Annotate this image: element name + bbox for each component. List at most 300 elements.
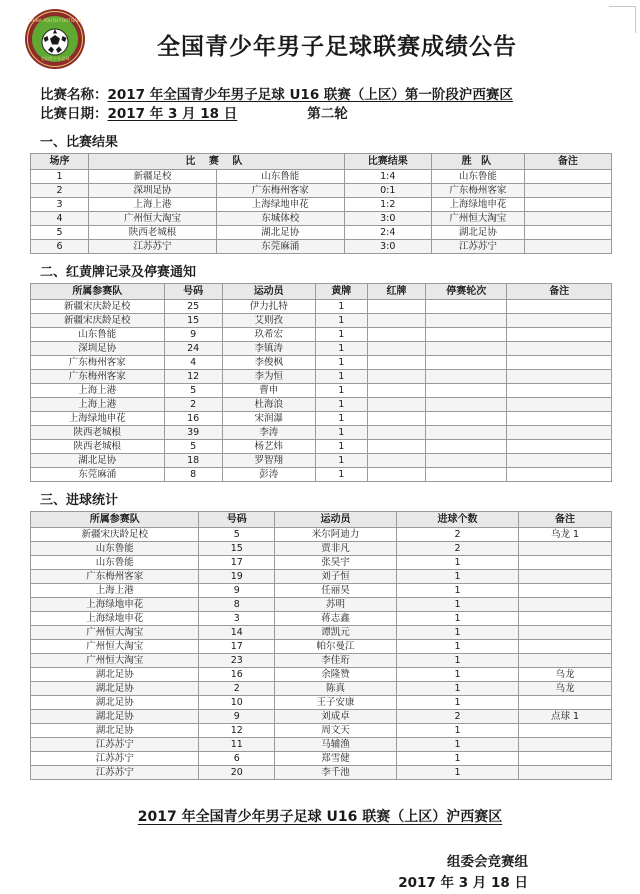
cell-red-card <box>367 454 425 468</box>
table-row <box>31 528 612 542</box>
cell-player: 李涛 <box>222 426 315 440</box>
cell-player: 宋润瀑 <box>222 412 315 426</box>
cell-team: 陕西老城根 <box>31 426 165 440</box>
cell-suspension-rounds <box>426 440 507 454</box>
cell-team: 上海绿地申花 <box>31 612 199 626</box>
goals-table-body <box>31 528 612 780</box>
table-row <box>31 710 612 724</box>
cell-note <box>519 626 612 640</box>
col-score: 比赛结果 <box>344 154 431 170</box>
cell-winner: 湖北足协 <box>431 226 524 240</box>
col-note: 备注 <box>519 512 612 528</box>
cell-player: 罗智翔 <box>222 454 315 468</box>
cell-player: 郑雪健 <box>275 752 397 766</box>
cell-suspension-rounds <box>426 468 507 482</box>
cell-note <box>507 314 612 328</box>
cell-player: 彭涛 <box>222 468 315 482</box>
cell-away-team: 广东梅州客家 <box>216 184 344 198</box>
cell-player: 刘成卓 <box>275 710 397 724</box>
col-player: 运动员 <box>275 512 397 528</box>
cell-player: 王子安康 <box>275 696 397 710</box>
table-row <box>31 542 612 556</box>
cell-yellow-card: 1 <box>315 426 367 440</box>
col-match-no: 场序 <box>31 154 89 170</box>
cell-note <box>519 738 612 752</box>
cards-table-wrapper <box>0 283 640 482</box>
cell-player: 艾则孜 <box>222 314 315 328</box>
cell-score: 1:4 <box>344 170 431 184</box>
cell-number: 18 <box>164 454 222 468</box>
cell-red-card <box>367 342 425 356</box>
cell-team: 广州恒大淘宝 <box>31 640 199 654</box>
meta-block <box>0 78 640 124</box>
footer-event-title-text: 2017 年全国青少年男子足球 U16 联赛（上区）沪西赛区 <box>137 809 503 825</box>
cell-number: 9 <box>199 710 275 724</box>
cell-note <box>524 184 611 198</box>
competition-date-value: 2017 年 3 月 18 日 <box>107 106 238 122</box>
cell-match-no: 5 <box>31 226 89 240</box>
footer-event-title <box>0 806 640 826</box>
col-team: 所属参赛队 <box>31 284 165 300</box>
cell-goal-count: 1 <box>397 612 519 626</box>
cell-team: 深圳足协 <box>31 342 165 356</box>
organizer-name: 组委会竞赛组 <box>447 854 528 870</box>
cell-winner: 上海绿地申花 <box>431 198 524 212</box>
cell-team: 湖北足协 <box>31 696 199 710</box>
col-teams: 比 赛 队 <box>89 154 345 170</box>
cell-match-no: 2 <box>31 184 89 198</box>
cell-note <box>519 640 612 654</box>
cell-number: 4 <box>164 356 222 370</box>
signature-date: 2017 年 3 月 18 日 <box>398 875 528 891</box>
cell-away-team: 东城体校 <box>216 212 344 226</box>
goals-header-row <box>31 512 612 528</box>
cell-number: 3 <box>199 612 275 626</box>
cell-team: 上海上港 <box>31 398 165 412</box>
competition-date-label: 比赛日期： <box>40 106 108 122</box>
cell-goal-count: 2 <box>397 542 519 556</box>
cell-note <box>519 766 612 780</box>
cell-number: 5 <box>164 384 222 398</box>
cell-team: 湖北足协 <box>31 682 199 696</box>
cell-note <box>524 198 611 212</box>
cell-suspension-rounds <box>426 342 507 356</box>
cell-team: 上海绿地申花 <box>31 412 165 426</box>
cell-note <box>507 398 612 412</box>
competition-name-label: 比赛名称： <box>40 87 108 103</box>
cell-note <box>519 598 612 612</box>
cell-player: 蒋志鑫 <box>275 612 397 626</box>
cell-team: 新疆宋庆龄足校 <box>31 314 165 328</box>
table-row <box>31 556 612 570</box>
table-row <box>31 440 612 454</box>
cell-note <box>519 542 612 556</box>
cell-note <box>519 584 612 598</box>
cell-goal-count: 1 <box>397 556 519 570</box>
cell-away-team: 上海绿地申花 <box>216 198 344 212</box>
cell-player: 杜海浪 <box>222 398 315 412</box>
col-note: 备注 <box>524 154 611 170</box>
cell-team: 湖北足协 <box>31 724 199 738</box>
cell-player: 任丽昊 <box>275 584 397 598</box>
cell-red-card <box>367 468 425 482</box>
table-row <box>31 412 612 426</box>
cell-yellow-card: 1 <box>315 342 367 356</box>
cell-note <box>519 570 612 584</box>
table-row <box>31 398 612 412</box>
cell-number: 8 <box>199 598 275 612</box>
cell-note <box>519 654 612 668</box>
col-red-card: 红牌 <box>367 284 425 300</box>
cell-team: 广东梅州客家 <box>31 370 165 384</box>
table-row <box>31 226 612 240</box>
cell-player: 李镇涛 <box>222 342 315 356</box>
cell-yellow-card: 1 <box>315 454 367 468</box>
col-number: 号码 <box>199 512 275 528</box>
cell-home-team: 新疆足校 <box>89 170 217 184</box>
cell-goal-count: 1 <box>397 724 519 738</box>
cell-number: 17 <box>199 556 275 570</box>
cell-note <box>519 724 612 738</box>
table-row <box>31 626 612 640</box>
section-heading-cards: 二、红黄牌记录及停赛通知 <box>40 265 197 280</box>
cell-winner: 山东鲁能 <box>431 170 524 184</box>
cell-player: 李千池 <box>275 766 397 780</box>
cell-number: 6 <box>199 752 275 766</box>
cell-team: 湖北足协 <box>31 710 199 724</box>
cell-goal-count: 1 <box>397 640 519 654</box>
cell-number: 2 <box>164 398 222 412</box>
cell-team: 新疆宋庆龄足校 <box>31 300 165 314</box>
table-row <box>31 640 612 654</box>
cell-team: 山东鲁能 <box>31 556 199 570</box>
signature-block <box>0 852 640 894</box>
table-row <box>31 328 612 342</box>
cell-player: 谭凯元 <box>275 626 397 640</box>
cell-goal-count: 1 <box>397 682 519 696</box>
cell-team: 江苏苏宁 <box>31 766 199 780</box>
cell-goal-count: 1 <box>397 626 519 640</box>
cell-away-team: 山东鲁能 <box>216 170 344 184</box>
cell-note <box>524 226 611 240</box>
cell-goal-count: 2 <box>397 710 519 724</box>
cell-goal-count: 1 <box>397 584 519 598</box>
cell-player: 张昊宇 <box>275 556 397 570</box>
table-row <box>31 212 612 226</box>
cell-team: 山东鲁能 <box>31 542 199 556</box>
svg-text:全国青少年足球: 全国青少年足球 <box>40 56 70 61</box>
table-row <box>31 738 612 752</box>
cell-match-no: 3 <box>31 198 89 212</box>
col-goal-count: 进球个数 <box>397 512 519 528</box>
cell-team: 湖北足协 <box>31 454 165 468</box>
cell-red-card <box>367 426 425 440</box>
table-row <box>31 612 612 626</box>
cell-match-no: 6 <box>31 240 89 254</box>
cell-note <box>507 384 612 398</box>
cell-note <box>507 440 612 454</box>
cell-note <box>507 370 612 384</box>
table-row <box>31 342 612 356</box>
cell-goal-count: 1 <box>397 752 519 766</box>
cell-team: 陕西老城根 <box>31 440 165 454</box>
cell-player: 李俊枫 <box>222 356 315 370</box>
cell-team: 广东梅州客家 <box>31 356 165 370</box>
cell-number: 11 <box>199 738 275 752</box>
col-note: 备注 <box>507 284 612 300</box>
cell-player: 玖希宏 <box>222 328 315 342</box>
cell-note <box>507 412 612 426</box>
col-number: 号码 <box>164 284 222 300</box>
cell-player: 曹申 <box>222 384 315 398</box>
cell-home-team: 广州恒大淘宝 <box>89 212 217 226</box>
cell-player: 李佳珩 <box>275 654 397 668</box>
cell-number: 12 <box>164 370 222 384</box>
cell-goal-count: 2 <box>397 528 519 542</box>
cell-team: 湖北足协 <box>31 668 199 682</box>
cell-note <box>519 696 612 710</box>
table-row <box>31 570 612 584</box>
cell-away-team: 东莞麻涌 <box>216 240 344 254</box>
cell-player: 余隆赞 <box>275 668 397 682</box>
cell-number: 24 <box>164 342 222 356</box>
table-row <box>31 584 612 598</box>
cards-header-row <box>31 284 612 300</box>
cell-number: 5 <box>199 528 275 542</box>
cell-player: 杨艺炜 <box>222 440 315 454</box>
cell-goal-count: 1 <box>397 668 519 682</box>
results-table-body <box>31 170 612 254</box>
cell-red-card <box>367 328 425 342</box>
col-winner: 胜 队 <box>431 154 524 170</box>
cell-note: 点球 1 <box>519 710 612 724</box>
cell-score: 0:1 <box>344 184 431 198</box>
cards-table <box>30 283 612 482</box>
cell-match-no: 1 <box>31 170 89 184</box>
svg-text:CHINA YOUTH FOOTBALL: CHINA YOUTH FOOTBALL <box>28 19 82 24</box>
cell-team: 山东鲁能 <box>31 328 165 342</box>
cell-note <box>519 612 612 626</box>
cell-yellow-card: 1 <box>315 468 367 482</box>
cell-number: 20 <box>199 766 275 780</box>
cell-suspension-rounds <box>426 300 507 314</box>
cell-team: 江苏苏宁 <box>31 752 199 766</box>
table-row <box>31 454 612 468</box>
table-row <box>31 654 612 668</box>
cell-number: 5 <box>164 440 222 454</box>
cell-yellow-card: 1 <box>315 300 367 314</box>
section-heading-results: 一、比赛结果 <box>40 135 119 150</box>
cell-number: 16 <box>199 668 275 682</box>
cell-number: 9 <box>164 328 222 342</box>
cell-note: 乌龙 <box>519 682 612 696</box>
cell-note: 乌龙 <box>519 668 612 682</box>
col-yellow-card: 黄牌 <box>315 284 367 300</box>
cell-red-card <box>367 384 425 398</box>
cell-number: 9 <box>199 584 275 598</box>
cell-suspension-rounds <box>426 398 507 412</box>
table-row <box>31 682 612 696</box>
cell-score: 3:0 <box>344 240 431 254</box>
cell-winner: 江苏苏宁 <box>431 240 524 254</box>
cell-player: 帕尔曼江 <box>275 640 397 654</box>
cell-score: 3:0 <box>344 212 431 226</box>
table-row <box>31 370 612 384</box>
table-row <box>31 426 612 440</box>
competition-date-line <box>40 105 640 124</box>
cell-red-card <box>367 412 425 426</box>
cell-home-team: 上海上港 <box>89 198 217 212</box>
cell-team: 上海绿地申花 <box>31 598 199 612</box>
col-team: 所属参赛队 <box>31 512 199 528</box>
cell-goal-count: 1 <box>397 738 519 752</box>
cell-yellow-card: 1 <box>315 370 367 384</box>
competition-name-value: 2017 年全国青少年男子足球 U16 联赛（上区）第一阶段沪西赛区 <box>107 87 513 103</box>
cell-team: 上海上港 <box>31 584 199 598</box>
china-youth-football-league-emblem-icon <box>22 6 88 72</box>
cell-red-card <box>367 370 425 384</box>
cell-yellow-card: 1 <box>315 398 367 412</box>
cell-number: 25 <box>164 300 222 314</box>
cell-home-team: 陕西老城根 <box>89 226 217 240</box>
cell-number: 15 <box>164 314 222 328</box>
cell-goal-count: 1 <box>397 598 519 612</box>
table-row <box>31 184 612 198</box>
cell-suspension-rounds <box>426 426 507 440</box>
cell-team: 上海上港 <box>31 384 165 398</box>
table-row <box>31 356 612 370</box>
cell-red-card <box>367 398 425 412</box>
cell-note <box>519 556 612 570</box>
table-row <box>31 752 612 766</box>
cell-number: 19 <box>199 570 275 584</box>
cell-yellow-card: 1 <box>315 328 367 342</box>
cell-note: 乌龙 1 <box>519 528 612 542</box>
cell-suspension-rounds <box>426 384 507 398</box>
results-header-row <box>31 154 612 170</box>
cell-note <box>507 328 612 342</box>
cell-yellow-card: 1 <box>315 314 367 328</box>
table-row <box>31 766 612 780</box>
cell-number: 15 <box>199 542 275 556</box>
cell-suspension-rounds <box>426 314 507 328</box>
cell-team: 新疆宋庆龄足校 <box>31 528 199 542</box>
cell-suspension-rounds <box>426 356 507 370</box>
cell-number: 17 <box>199 640 275 654</box>
cell-team: 广州恒大淘宝 <box>31 654 199 668</box>
col-player: 运动员 <box>222 284 315 300</box>
cell-suspension-rounds <box>426 454 507 468</box>
cell-team: 广东梅州客家 <box>31 570 199 584</box>
round-value: 第二轮 <box>307 106 348 122</box>
results-table <box>30 153 612 254</box>
cell-note <box>507 454 612 468</box>
table-row <box>31 314 612 328</box>
table-row <box>31 300 612 314</box>
cell-score: 1:2 <box>344 198 431 212</box>
cell-number: 8 <box>164 468 222 482</box>
cell-yellow-card: 1 <box>315 412 367 426</box>
competition-name-line <box>40 86 640 105</box>
document-header <box>0 0 640 78</box>
cell-suspension-rounds <box>426 328 507 342</box>
cell-goal-count: 1 <box>397 570 519 584</box>
cell-away-team: 湖北足协 <box>216 226 344 240</box>
cards-table-body <box>31 300 612 482</box>
cell-red-card <box>367 356 425 370</box>
cell-score: 2:4 <box>344 226 431 240</box>
cell-player: 马辅渔 <box>275 738 397 752</box>
table-row <box>31 240 612 254</box>
cell-number: 2 <box>199 682 275 696</box>
cell-player: 米尔阿迪力 <box>275 528 397 542</box>
cell-red-card <box>367 300 425 314</box>
cell-player: 周文天 <box>275 724 397 738</box>
table-row <box>31 170 612 184</box>
cell-goal-count: 1 <box>397 654 519 668</box>
goals-table <box>30 511 612 780</box>
cell-player: 贾非凡 <box>275 542 397 556</box>
table-row <box>31 384 612 398</box>
cell-note <box>507 342 612 356</box>
cell-player: 陈真 <box>275 682 397 696</box>
cell-note <box>524 170 611 184</box>
page-title: 全国青少年男子足球联赛成绩公告 <box>157 34 517 60</box>
cell-goal-count: 1 <box>397 696 519 710</box>
cell-player: 李为恒 <box>222 370 315 384</box>
cell-goal-count: 1 <box>397 766 519 780</box>
cell-team: 江苏苏宁 <box>31 738 199 752</box>
cell-winner: 广东梅州客家 <box>431 184 524 198</box>
cell-winner: 广州恒大淘宝 <box>431 212 524 226</box>
cell-yellow-card: 1 <box>315 384 367 398</box>
cell-number: 39 <box>164 426 222 440</box>
section-heading-goals: 三、进球统计 <box>40 493 119 508</box>
cell-player: 伊力扎特 <box>222 300 315 314</box>
col-suspension-rounds: 停赛轮次 <box>426 284 507 300</box>
goals-table-wrapper <box>0 511 640 780</box>
cell-number: 12 <box>199 724 275 738</box>
table-row <box>31 468 612 482</box>
cell-note <box>507 468 612 482</box>
cell-suspension-rounds <box>426 412 507 426</box>
cell-match-no: 4 <box>31 212 89 226</box>
cell-note <box>524 240 611 254</box>
cell-note <box>519 752 612 766</box>
table-row <box>31 696 612 710</box>
table-row <box>31 598 612 612</box>
cell-player: 刘子恒 <box>275 570 397 584</box>
cell-home-team: 江苏苏宁 <box>89 240 217 254</box>
cell-team: 东莞麻涌 <box>31 468 165 482</box>
cell-number: 23 <box>199 654 275 668</box>
results-table-wrapper <box>0 153 640 254</box>
cell-player: 苏明 <box>275 598 397 612</box>
table-row <box>31 198 612 212</box>
table-row <box>31 724 612 738</box>
cell-red-card <box>367 440 425 454</box>
cell-red-card <box>367 314 425 328</box>
cell-note <box>507 426 612 440</box>
cell-number: 16 <box>164 412 222 426</box>
cell-yellow-card: 1 <box>315 440 367 454</box>
cell-number: 10 <box>199 696 275 710</box>
cell-note <box>524 212 611 226</box>
cell-home-team: 深圳足协 <box>89 184 217 198</box>
cell-note <box>507 356 612 370</box>
cell-suspension-rounds <box>426 370 507 384</box>
cell-yellow-card: 1 <box>315 356 367 370</box>
